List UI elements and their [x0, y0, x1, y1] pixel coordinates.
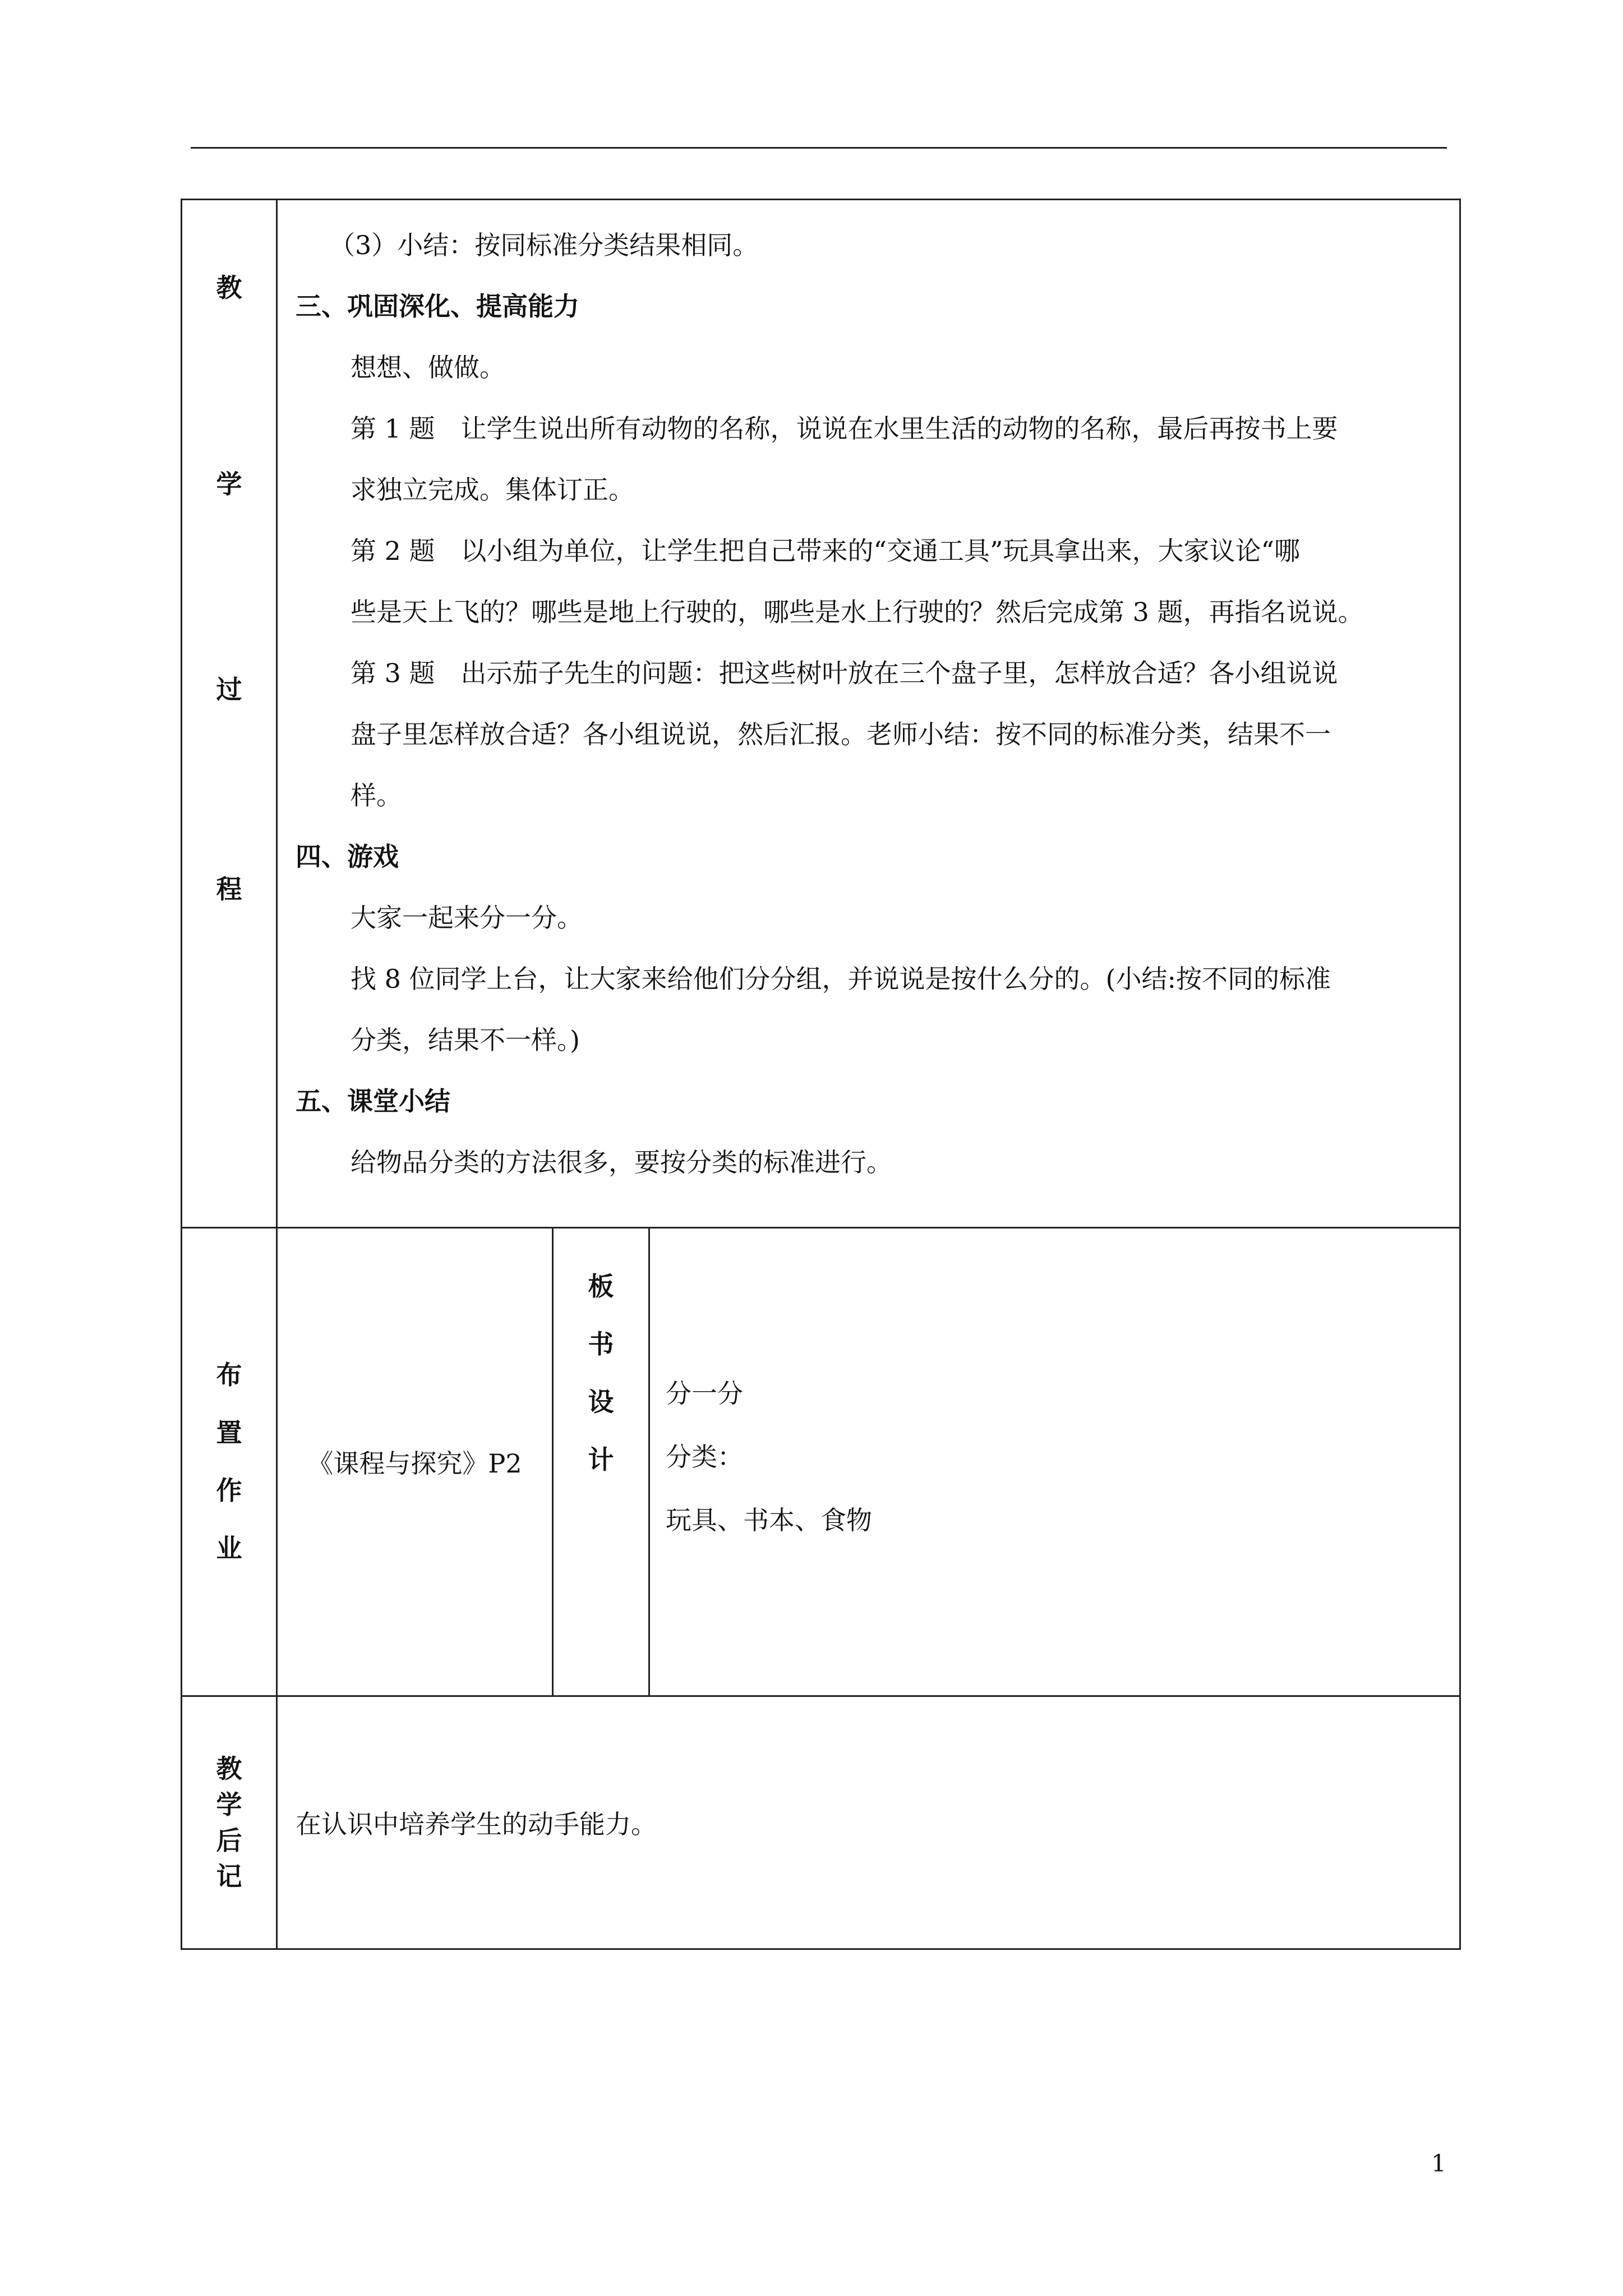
section-heading: 三、巩固深化、提高能力 — [296, 291, 579, 321]
side-char: 后 — [216, 1825, 242, 1856]
teaching-process-label — [182, 200, 277, 1228]
process-line: 盘子里怎样放合适？各小组说说，然后汇报。老师小结：按不同的标准分类，结果不一 — [351, 719, 1331, 749]
process-line: 大家一起来分一分。 — [351, 903, 583, 933]
process-line: 第 3 题 出示茄子先生的问题：把这些树叶放在三个盘子里，怎样放合适？各小组说说 — [351, 658, 1338, 688]
process-line: （3）小结：按同标准分类结果相同。 — [329, 230, 759, 260]
process-line: 分类，结果不一样。) — [351, 1025, 580, 1055]
board-line: 分一分 — [666, 1378, 743, 1409]
process-line: 求独立完成。集体订正。 — [351, 475, 634, 505]
process-line: 些是天上飞的？哪些是地上行驶的，哪些是水上行驶的？然后完成第 3 题，再指名说说。 — [351, 597, 1364, 627]
side-char: 学 — [216, 1789, 242, 1820]
side-char: 布 — [216, 1360, 242, 1390]
process-line: 找 8 位同学上台，让大家来给他们分分组，并说说是按什么分的。(小结:按不同的标准 — [351, 964, 1331, 994]
side-char: 作 — [216, 1475, 242, 1506]
board-design-content — [649, 1228, 1460, 1696]
board-line: 玩具、书本、食物 — [666, 1505, 872, 1535]
side-char: 书 — [588, 1329, 614, 1359]
process-line: 想想、做做。 — [351, 352, 505, 383]
lesson-plan-table — [181, 199, 1461, 1950]
side-char: 程 — [216, 874, 242, 904]
side-char: 计 — [588, 1444, 614, 1475]
board-design-label — [553, 1228, 649, 1696]
side-char: 置 — [216, 1418, 242, 1448]
side-char: 板 — [588, 1271, 614, 1301]
page-number: 1 — [1431, 2150, 1446, 2177]
assignment-label — [182, 1228, 277, 1696]
process-line: 给物品分类的方法很多，要按分类的标准进行。 — [351, 1147, 892, 1177]
side-char: 业 — [216, 1533, 242, 1563]
assignment-content: 《课程与探究》P2 — [277, 1228, 553, 1696]
process-line: 第 2 题 以小组为单位，让学生把自己带来的“交通工具”玩具拿出来，大家议论“哪 — [351, 536, 1301, 566]
section-heading: 五、课堂小结 — [296, 1086, 450, 1116]
side-char: 教 — [216, 273, 242, 303]
process-line: 样。 — [351, 780, 402, 811]
section-heading: 四、游戏 — [296, 841, 399, 872]
postscript-label — [182, 1696, 277, 1949]
process-line: 第 1 题 让学生说出所有动物的名称，说说在水里生活的动物的名称，最后再按书上要 — [351, 413, 1338, 444]
side-char: 记 — [216, 1861, 242, 1892]
header-rule — [191, 147, 1447, 149]
teaching-process-row — [182, 200, 1460, 1228]
board-line: 分类： — [666, 1442, 743, 1472]
side-char: 设 — [588, 1387, 614, 1417]
teaching-process-content — [277, 200, 1460, 1228]
side-char: 学 — [216, 469, 242, 499]
postscript-row — [182, 1696, 1460, 1949]
postscript-content: 在认识中培养学生的动手能力。 — [277, 1696, 1460, 1949]
assignment-board-row — [182, 1228, 1460, 1696]
side-char: 教 — [216, 1754, 242, 1784]
side-char: 过 — [216, 674, 242, 705]
